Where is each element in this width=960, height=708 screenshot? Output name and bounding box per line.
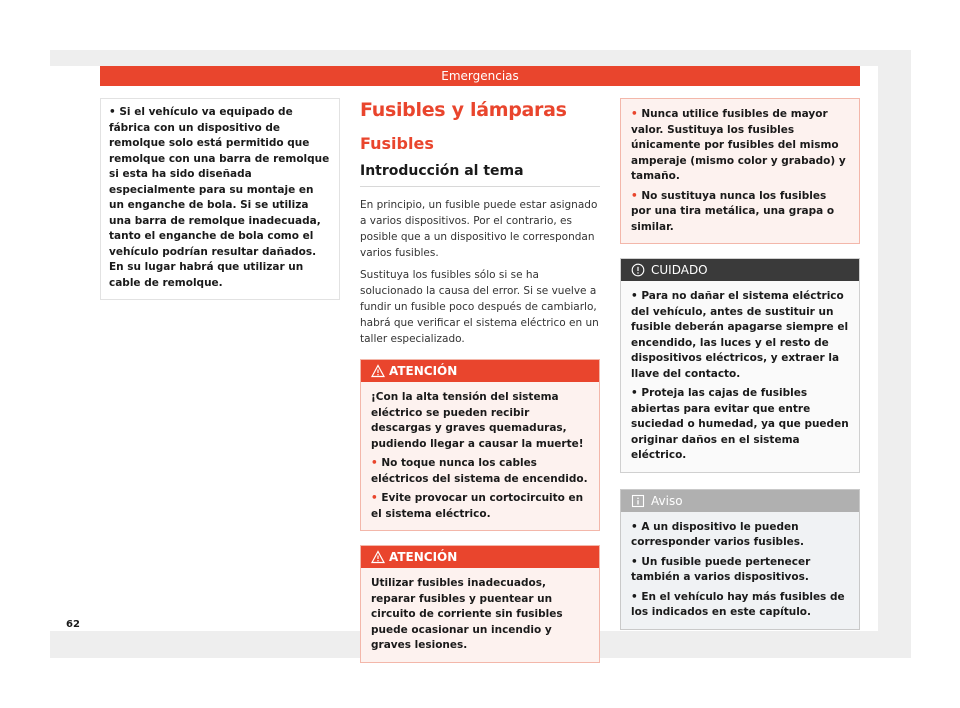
list-item: • Proteja las cajas de fusibles abiertas para evitar que entre suciedad o humedad, ya que pueden originar daños en el sistema eléctrico. [631, 387, 849, 461]
warning-continuation-box [620, 98, 860, 244]
warning-header [361, 546, 599, 568]
info-icon [631, 494, 645, 508]
page-number: 62 [66, 619, 80, 630]
list-item: • Para no dañar el sistema eléctrico del vehículo, antes de sustituir un fusible deberán apagarse siempre el encendido, las luces y el resto de dispositivos eléctricos, y extraer la llave del contacto. [631, 290, 849, 380]
caution-header [621, 259, 859, 281]
warning-intro: ¡Con la alta tensión del sistema eléctrico se pueden recibir descargas y graves quemaduras, pudiendo llegar a causar la muerte! [371, 391, 584, 450]
section-header: Emergencias [100, 66, 860, 86]
bullet-icon: • [631, 555, 638, 568]
warning-triangle-icon [371, 550, 385, 564]
column-left [100, 98, 340, 300]
warning-title: ATENCIÓN [389, 550, 458, 564]
warning-triangle-icon [371, 364, 385, 378]
warning-text: Utilizar fusibles inadecuados, reparar fusibles y puentear un circuito de corriente sin fusibles puede ocasionar un incendio y graves lesiones. [371, 577, 563, 651]
section-title: Fusibles [360, 134, 434, 153]
list-item: • En el vehículo hay más fusibles de los indicados en este capítulo. [631, 590, 845, 618]
bullet-icon: • [371, 457, 378, 469]
bullet-icon: • [109, 106, 116, 118]
list-item: • No sustituya nunca los fusibles por una tira metálica, una grapa o similar. [631, 189, 835, 233]
note-box [620, 489, 860, 630]
warning-title: ATENCIÓN [389, 364, 458, 378]
bullet-icon: • [631, 108, 638, 120]
column-middle [360, 98, 600, 663]
towing-note-text: Si el vehículo va equipado de fábrica con un dispositivo de remolque solo está permitido que remolque con una barra de remolque si esta ha sido diseñada especialmente para su montaje en un enganche de bola. Si se utiliza una barra de remolque inadecuada, tanto el enganche de bola como el vehículo podrían resultar dañados. En su lugar habrá que utilizar un cable de remolque. [109, 106, 330, 289]
bullet-icon: • [631, 189, 638, 202]
bullet-icon: • [631, 290, 638, 302]
warning-header [361, 360, 599, 382]
list-item: • Un fusible puede pertenecer también a varios dispositivos. [631, 555, 811, 583]
exclamation-circle-icon [631, 263, 645, 277]
chapter-title: Fusibles y lámparas [360, 99, 567, 121]
list-item: • Nunca utilice fusibles de mayor valor. Sustituya los fusibles únicamente por fusibles del mismo amperaje (mismo color y grabado) y tamaño. [631, 108, 846, 182]
note-title: Aviso [651, 493, 683, 508]
bullet-icon: • [371, 492, 378, 504]
towing-note-box [100, 98, 340, 300]
warning-box-high-voltage [360, 359, 600, 531]
bullet-icon: • [631, 387, 638, 399]
note-header [621, 490, 859, 512]
bullet-icon: • [631, 520, 638, 533]
warning-box-fuses [360, 545, 600, 663]
caution-title: CUIDADO [651, 263, 708, 277]
bullet-icon: • [631, 590, 638, 603]
column-right [620, 98, 860, 630]
list-item: • Evite provocar un cortocircuito en el sistema eléctrico. [371, 492, 584, 520]
intro-paragraph-1: En principio, un fusible puede estar asignado a varios dispositivos. Por el contrario, es posible que a un dispositivo le correspondan varios fusibles. [360, 199, 598, 259]
intro-paragraph-2: Sustituya los fusibles sólo si se ha solucionado la causa del error. Si se vuelve a fundir un fusible poco después de cambiarlo, habrá que verificar el sistema eléctrico en un taller especializado. [360, 269, 599, 345]
subsection-title: Introducción al tema [360, 162, 600, 187]
caution-box [620, 258, 860, 473]
list-item: • No toque nunca los cables eléctricos del sistema de encendido. [371, 457, 588, 485]
list-item: • A un dispositivo le pueden corresponder varios fusibles. [631, 520, 805, 548]
